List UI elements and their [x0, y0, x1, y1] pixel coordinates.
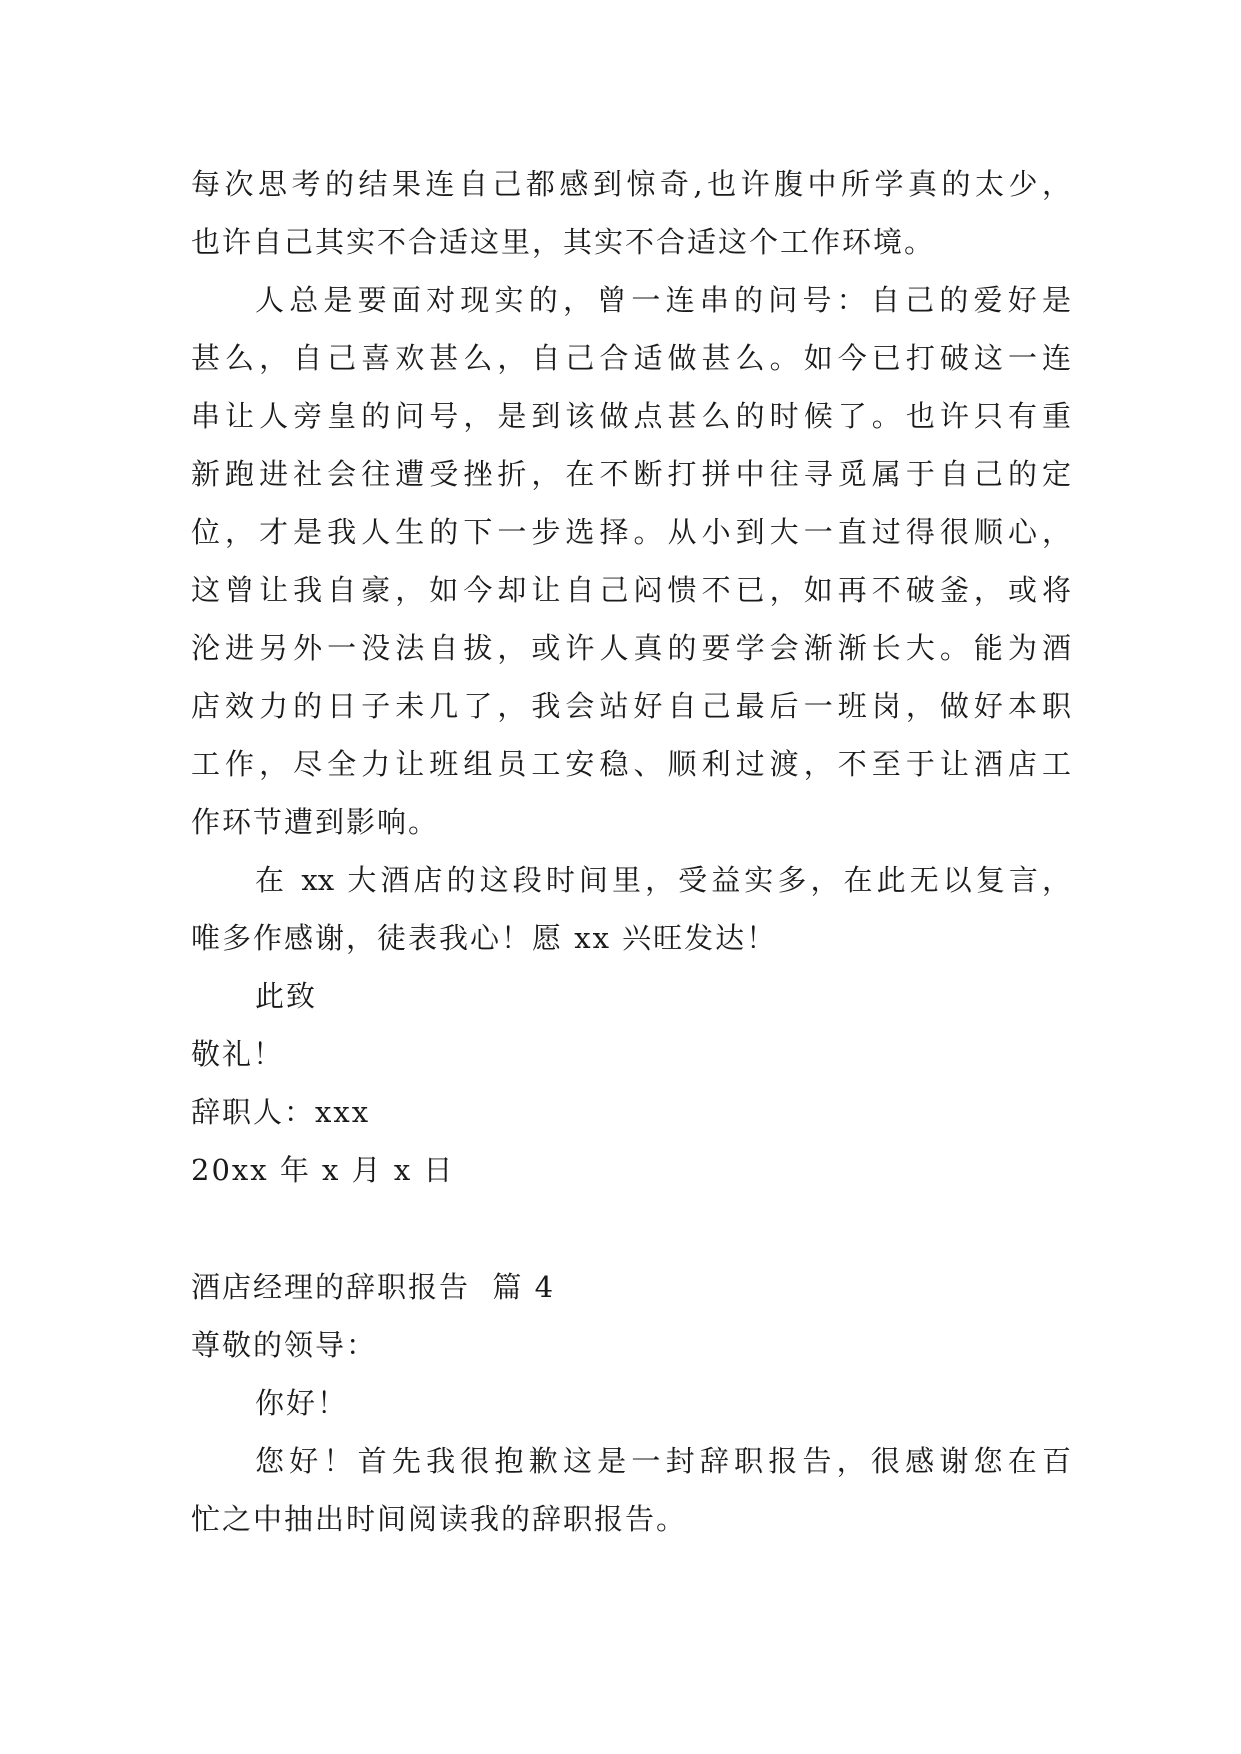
- paragraph-line: 唯多作感谢，徒表我心！愿 xx 兴旺发达！: [191, 921, 778, 955]
- paragraph-line: 店效力的日子未几了，我会站好自己最后一班岗，做好本职: [191, 689, 1071, 723]
- paragraph-line: 工作，尽全力让班组员工安稳、顺利过渡，不至于让酒店工: [191, 747, 1071, 781]
- paragraph-line: 忙之中抽出时间阅读我的辞职报告。: [191, 1502, 688, 1536]
- paragraph-line: 甚么，自己喜欢甚么，自己合适做甚么。如今已打破这一连: [191, 341, 1071, 375]
- hello-line: 你好！: [255, 1386, 349, 1420]
- paragraph-line: 位，才是我人生的下一步选择。从小到大一直过得很顺心，: [191, 515, 1071, 549]
- paragraph-line: 也许自己其实不合适这里，其实不合适这个工作环境。: [191, 225, 936, 259]
- paragraph-line: 每次思考的结果连自己都感到惊奇,也许腹中所学真的太少，: [191, 167, 1071, 201]
- paragraph-line: 串让人旁皇的问号，是到该做点甚么的时候了。也许只有重: [191, 399, 1071, 433]
- section-heading: 酒店经理的辞职报告 篇 4: [191, 1270, 556, 1304]
- date-line: 20xx 年 x 月 x 日: [191, 1153, 455, 1187]
- paragraph-line: 作环节遭到影响。: [191, 805, 440, 839]
- paragraph-line: 人总是要面对现实的，曾一连串的问号：自己的爱好是: [255, 283, 1071, 317]
- paragraph-line: 这曾让我自豪，如今却让自己闷愦不已，如再不破釜，或将: [191, 573, 1071, 607]
- paragraph-line: 新跑进社会往遭受挫折，在不断打拼中往寻觅属于自己的定: [191, 457, 1071, 491]
- paragraph-line: 沦进另外一没法自拔，或许人真的要学会渐渐长大。能为酒: [191, 631, 1071, 665]
- paragraph-line: 您好！首先我很抱歉这是一封辞职报告，很感谢您在百: [255, 1444, 1071, 1478]
- closing-salute: 此致: [255, 979, 318, 1013]
- paragraph-line: 在 xx 大酒店的这段时间里，受益实多，在此无以复言，: [255, 863, 1071, 897]
- closing-regards: 敬礼！: [191, 1037, 285, 1071]
- greeting-line: 尊敬的领导：: [191, 1328, 378, 1362]
- signer-line: 辞职人：xxx: [191, 1095, 371, 1129]
